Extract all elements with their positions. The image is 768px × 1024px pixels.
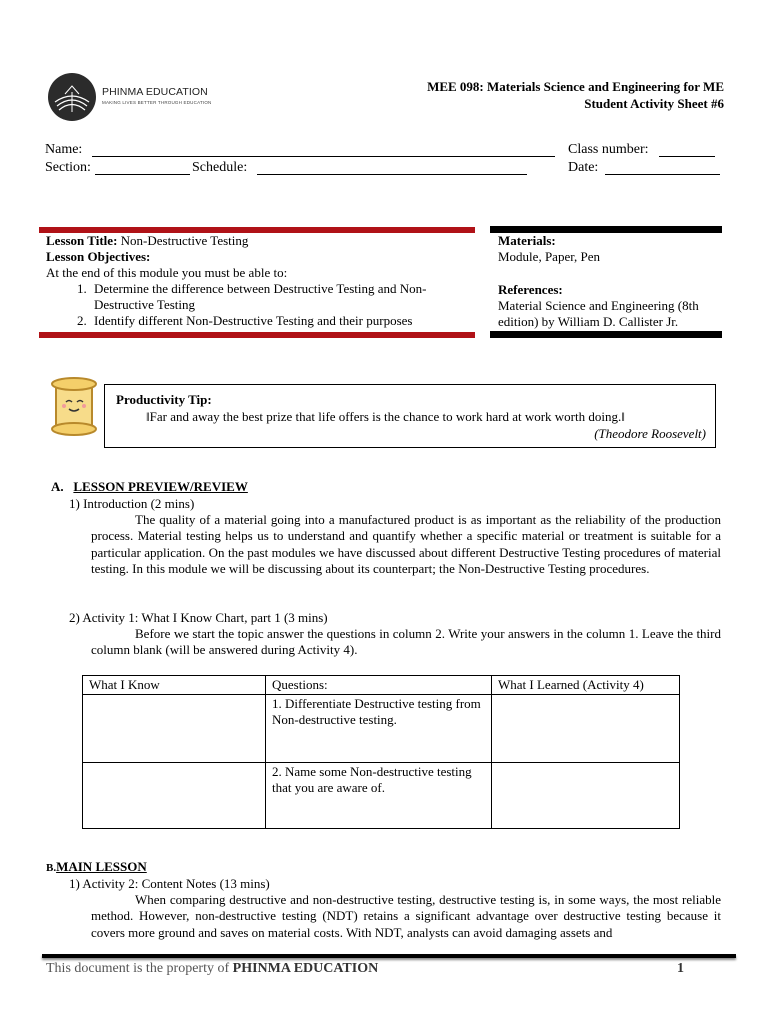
objectives-label: Lesson Objectives:: [46, 249, 151, 264]
course-title: MEE 098: Materials Science and Engineering for ME: [427, 79, 724, 94]
date-field[interactable]: [605, 160, 720, 175]
phinma-logo-icon: [47, 72, 97, 122]
intro-label: 1) Introduction (2 mins): [69, 496, 195, 511]
learned-cell[interactable]: [492, 695, 680, 763]
section-field[interactable]: [95, 160, 190, 175]
table-row: [83, 763, 680, 829]
answer-cell[interactable]: [83, 695, 266, 763]
objectives-intro: At the end of this module you must be able to:: [46, 265, 288, 280]
course-header: [427, 78, 724, 112]
activity-1-label: 2) Activity 1: What I Know Chart, part 1 (3 mins): [69, 610, 328, 625]
learned-cell[interactable]: [492, 763, 680, 829]
answer-cell[interactable]: [83, 763, 266, 829]
materials-bottom-bar: [490, 331, 722, 338]
lesson-title: Lesson Title: Non-Destructive Testing: [46, 233, 249, 248]
name-field[interactable]: [92, 142, 555, 157]
main-lesson-paragraph: When comparing destructive and non-destructive testing, destructive testing is, in some ways, the most reliable method. However, non-destructive testing (NDT) retains a significant advantage over destructive testing because it covers more ground and saves on material costs. With NDT, analysts can avoid damaging assets and: [91, 892, 721, 940]
class-number-label: Class number:: [568, 142, 649, 157]
materials-value: Module, Paper, Pen: [498, 249, 601, 264]
activity-1-instructions: Before we start the topic answer the questions in column 2. Write your answers in the column 1. Leave the third column blank (will be answered during Activity 4).: [91, 626, 721, 658]
materials-info: [498, 233, 728, 330]
intro-paragraph: The quality of a material going into a manufactured product is as important as the reliability of the production process. Material testing helps us to understand and quantify whether a specific material or treatment is suitable for a particular application. On the past modules we have discussed about different Destructive Testing procedures of material testing. In this module we will be discussing about its counterpart; the Non-Destructive Testing procedures.: [91, 512, 721, 576]
schedule-field[interactable]: [257, 160, 527, 175]
tip-quote: ‖Far and away the best prize that life offers is the chance to work hard at work worth doing.‖: [146, 409, 625, 424]
tip-heading: Productivity Tip:: [116, 392, 212, 407]
name-label: Name:: [45, 142, 83, 157]
scroll-icon: [44, 376, 104, 438]
section-label: Section:: [45, 160, 91, 175]
page-number: 1: [677, 961, 684, 976]
tip-author: (Theodore Roosevelt): [594, 426, 706, 441]
question-cell: 2. Name some Non-destructive testing that you are aware of.: [266, 763, 492, 829]
table-header-row: [83, 676, 680, 695]
lesson-info: [46, 233, 466, 329]
what-i-know-chart: [82, 675, 680, 829]
materials-label: Materials:: [498, 233, 556, 248]
question-cell: 1. Differentiate Destructive testing from Non-destructive testing.: [266, 695, 492, 763]
section-a-heading: A. LESSON PREVIEW/REVIEW: [51, 479, 248, 494]
footer-text: This document is the property of PHINMA EDUCATION: [46, 961, 379, 976]
table-row: [83, 695, 680, 763]
references-value: Material Science and Engineering (8th edition) by William D. Callister Jr.: [498, 298, 699, 329]
objective-item: 1. Determine the difference between Destructive Testing and Non-Destructive Testing: [90, 281, 466, 313]
schedule-label: Schedule:: [192, 160, 248, 175]
objectives-list: [46, 281, 466, 329]
references-label: References:: [498, 282, 563, 297]
logo-tagline: MAKING LIVES BETTER THROUGH EDUCATION: [102, 100, 212, 105]
class-number-field[interactable]: [659, 142, 715, 157]
column-header: Questions:: [266, 676, 492, 695]
column-header: What I Learned (Activity 4): [492, 676, 680, 695]
column-header: What I Know: [83, 676, 266, 695]
logo-name: PHINMA EDUCATION: [102, 86, 208, 98]
section-b-heading: B.MAIN LESSON: [46, 859, 147, 874]
activity-2-label: 1) Activity 2: Content Notes (13 mins): [69, 876, 270, 891]
materials-top-bar: [490, 226, 722, 233]
date-label: Date:: [568, 160, 599, 175]
objective-item: 2. Identify different Non-Destructive Testing and their purposes: [90, 313, 466, 329]
footer-rule: [42, 954, 736, 958]
sheet-title: Student Activity Sheet #6: [584, 96, 724, 111]
lesson-bottom-bar: [39, 332, 475, 338]
